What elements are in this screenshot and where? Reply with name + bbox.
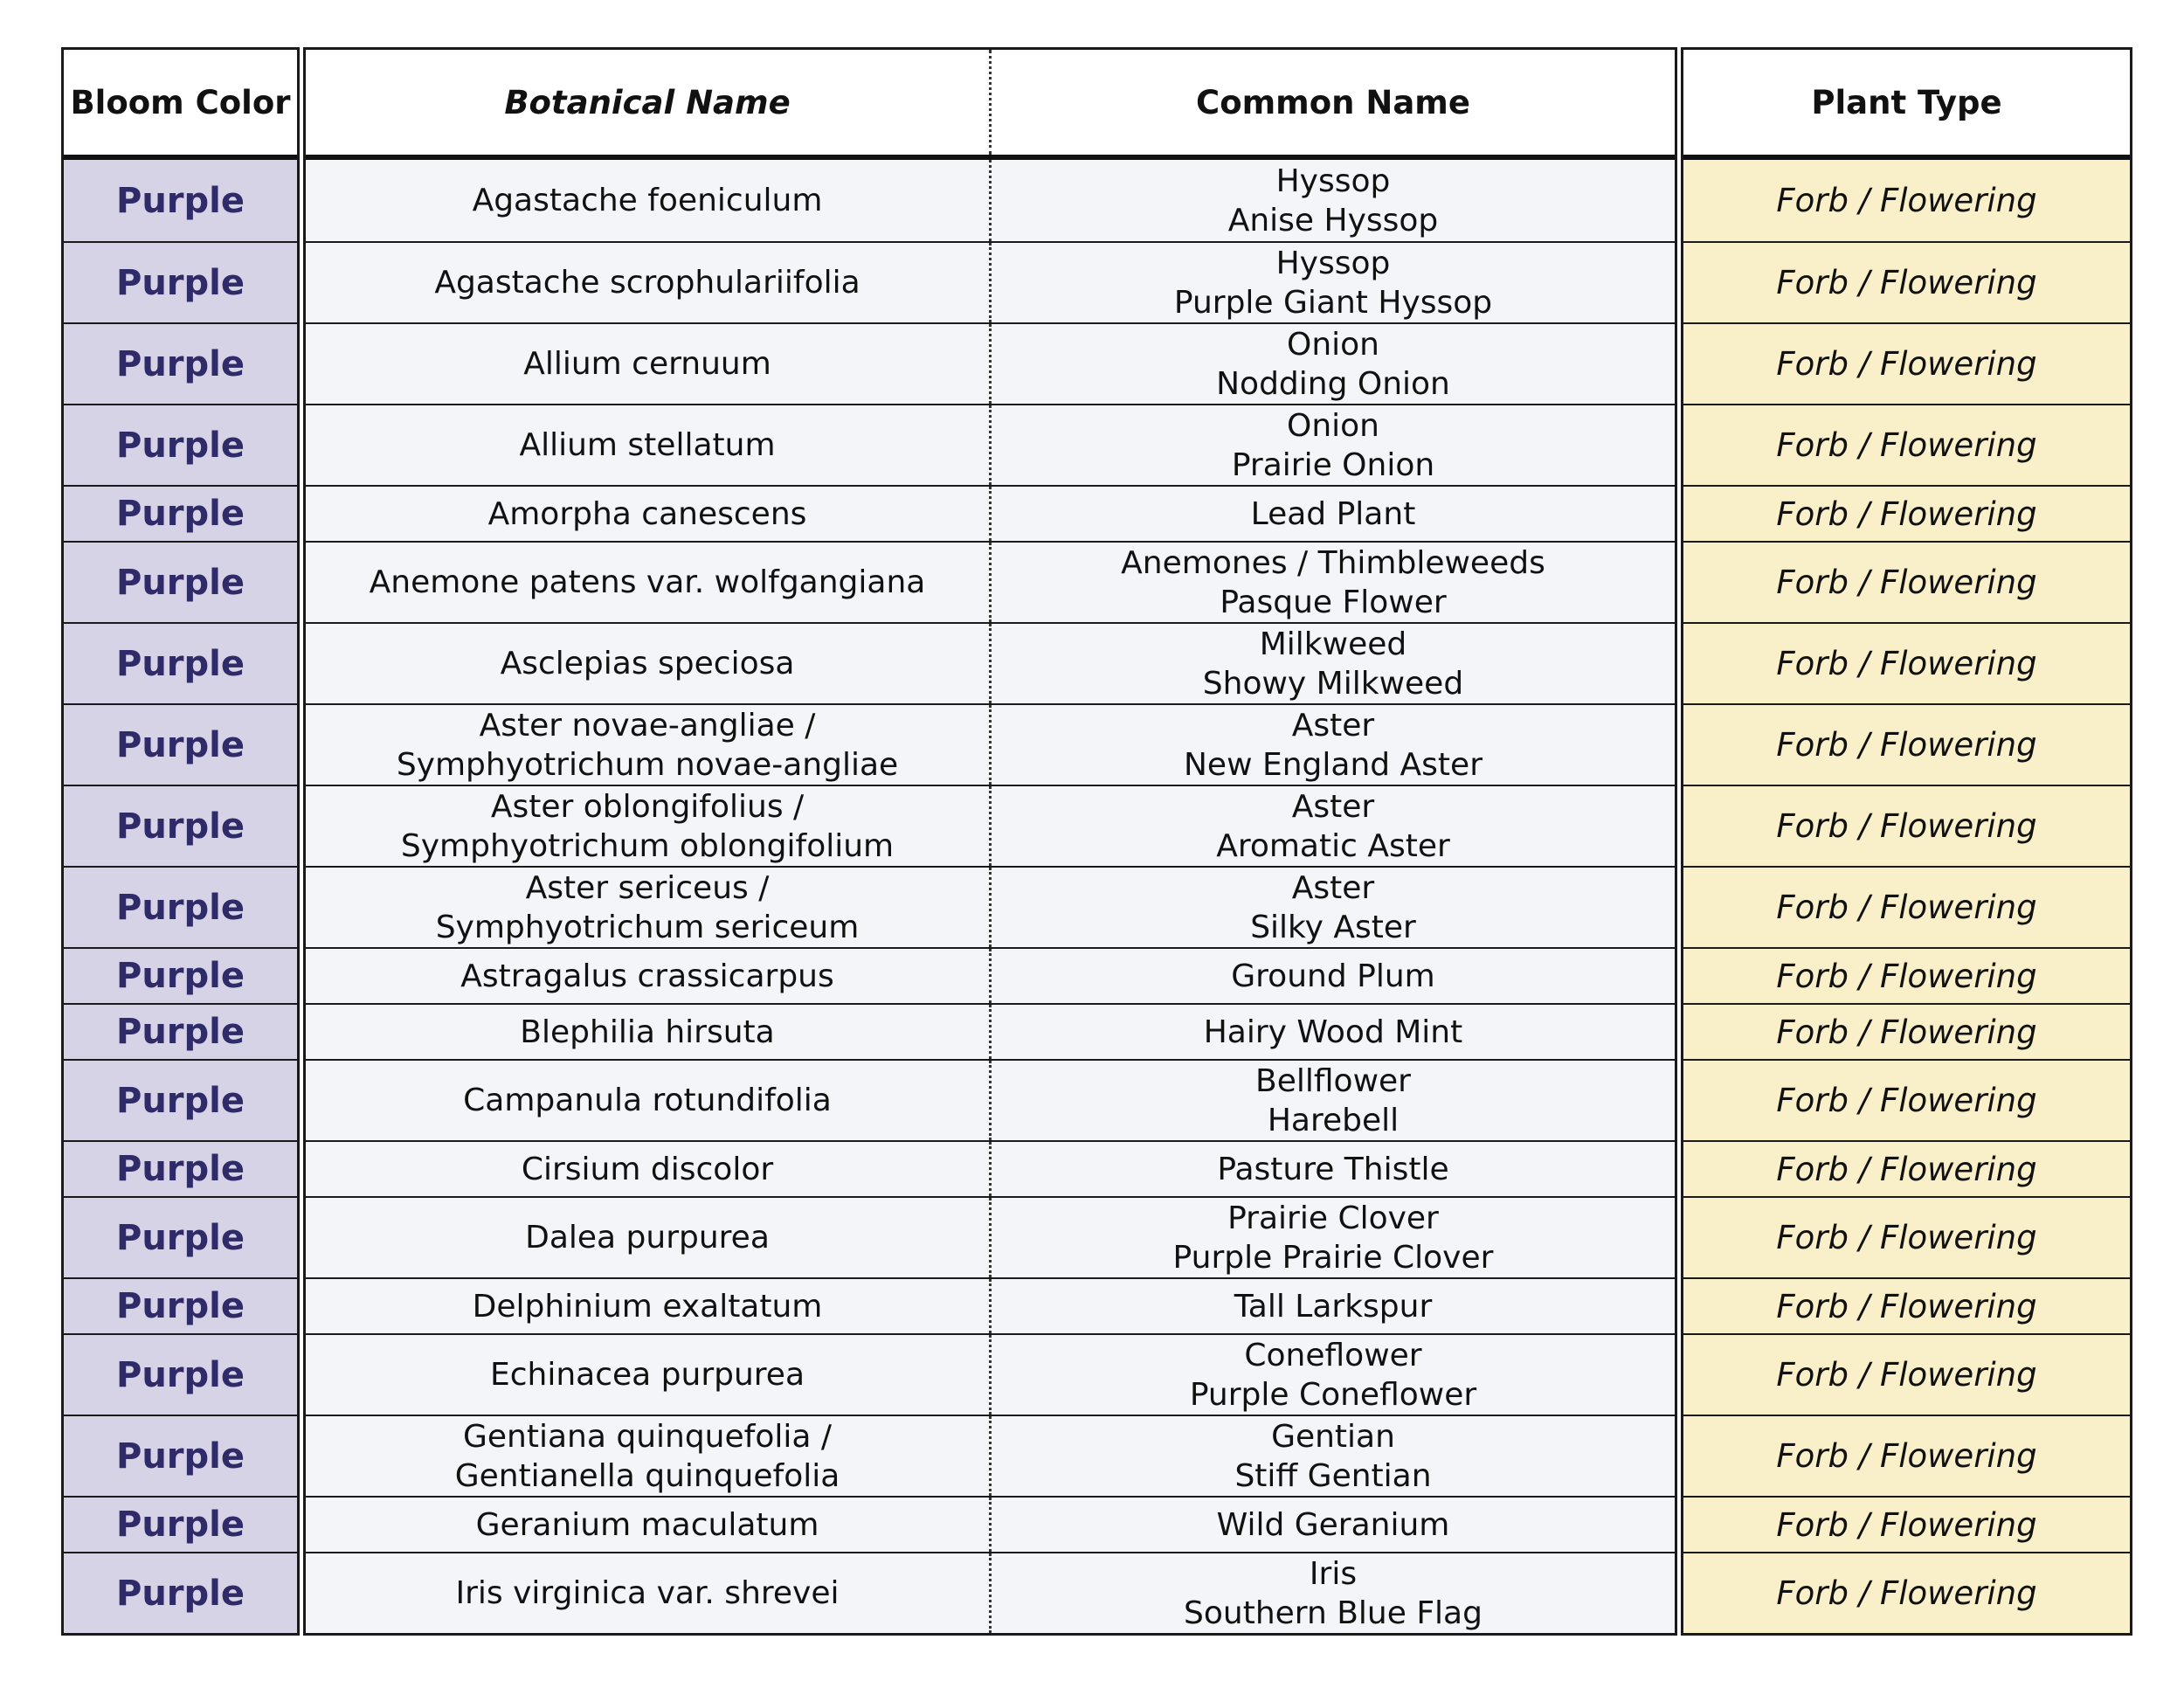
- common-name-line: Bellflower: [1255, 1062, 1411, 1099]
- common-name-line: Pasture Thistle: [1217, 1151, 1449, 1187]
- plant-type-cell: Forb / Flowering: [1683, 1552, 2130, 1633]
- table-row: [306, 1003, 1675, 1059]
- plant-type-column: [1681, 47, 2132, 1636]
- common-name-cell: [992, 868, 1675, 947]
- bloom-color-column: [61, 47, 300, 1636]
- plant-type-cell: Forb / Flowering: [1683, 541, 2130, 622]
- botanical-name-line: Anemone patens var. wolfgangiana: [369, 564, 926, 600]
- botanical-name-line: Symphyotrichum oblongifolium: [400, 827, 895, 864]
- bloom-color-cell: Purple: [64, 785, 297, 866]
- botanical-name-header: Botanical Name: [306, 50, 992, 155]
- common-name-line: Pasque Flower: [1220, 584, 1447, 620]
- common-name-line: Ground Plum: [1231, 958, 1435, 994]
- botanical-name-line: Delphinium exaltatum: [472, 1288, 823, 1325]
- common-name-cell: [992, 1279, 1675, 1333]
- botanical-name-line: Allium stellatum: [519, 427, 776, 463]
- common-name-line: Aster: [1291, 869, 1375, 906]
- common-name-line: Milkweed: [1259, 626, 1407, 662]
- table-row: [306, 622, 1675, 703]
- table-row: [306, 160, 1675, 241]
- botanical-name-line: Aster sericeus /: [525, 869, 770, 906]
- bloom-color-cell: Purple: [64, 1496, 297, 1552]
- common-name-line: Harebell: [1267, 1102, 1400, 1138]
- botanical-name-cell: [306, 1498, 992, 1552]
- common-name-cell: [992, 1198, 1675, 1277]
- common-name-line: Hairy Wood Mint: [1203, 1013, 1463, 1050]
- botanical-name-line: Gentiana quinquefolia /: [462, 1418, 832, 1455]
- common-name-header: Common Name: [1196, 83, 1470, 121]
- botanical-name-line: Symphyotrichum novae-angliae: [396, 746, 899, 783]
- names-header-row: [306, 50, 1675, 160]
- common-name-line: Tall Larkspur: [1234, 1288, 1433, 1325]
- table-row: [306, 1496, 1675, 1552]
- common-name-line: Nodding Onion: [1216, 365, 1450, 402]
- botanical-name-line: Asclepias speciosa: [500, 646, 795, 681]
- botanical-name-cell: [306, 1553, 992, 1633]
- botanical-name-line: Geranium maculatum: [475, 1506, 819, 1543]
- botanical-name-cell: [306, 1005, 992, 1059]
- table-row: [306, 541, 1675, 622]
- botanical-name-line: Astragalus crassicarpus: [460, 958, 834, 994]
- botanical-name-cell: [306, 1198, 992, 1277]
- botanical-name-cell: [306, 1416, 992, 1496]
- botanical-name-cell: [306, 405, 992, 485]
- bloom-color-cell: Purple: [64, 485, 297, 541]
- plant-type-cell: Forb / Flowering: [1683, 947, 2130, 1003]
- common-name-cell: [992, 624, 1675, 703]
- table-row: [306, 785, 1675, 866]
- common-name-line: Anemones / Thimbleweeds: [1121, 544, 1545, 581]
- plant-type-cell: Forb / Flowering: [1683, 1003, 2130, 1059]
- table-row: [306, 322, 1675, 404]
- table-row: [306, 1415, 1675, 1496]
- common-name-line: Aromatic Aster: [1216, 827, 1450, 864]
- common-name-line: Purple Coneflower: [1189, 1376, 1477, 1413]
- botanical-name-cell: [306, 543, 992, 622]
- bloom-color-cell: Purple: [64, 322, 297, 404]
- plant-type-cell: Forb / Flowering: [1683, 1140, 2130, 1196]
- botanical-name-cell: [306, 949, 992, 1003]
- bloom-color-cell: Purple: [64, 1140, 297, 1196]
- common-name-cell: [992, 705, 1675, 785]
- botanical-name-line: Echinacea purpurea: [489, 1357, 805, 1393]
- bloom-color-cell: Purple: [64, 1059, 297, 1140]
- common-name-cell: [992, 1498, 1675, 1552]
- botanical-name-cell: [306, 1061, 992, 1140]
- names-table: [303, 47, 1677, 1636]
- plant-type-cell: Forb / Flowering: [1683, 866, 2130, 947]
- table-row: [306, 404, 1675, 485]
- common-name-cell: [992, 487, 1675, 541]
- table-row: [306, 1552, 1675, 1633]
- table-row: [306, 947, 1675, 1003]
- plant-type-cell: Forb / Flowering: [1683, 1333, 2130, 1415]
- botanical-name-cell: [306, 786, 992, 866]
- botanical-name-line: Aster oblongifolius /: [490, 788, 805, 825]
- table-row: [306, 1140, 1675, 1196]
- common-name-line: Southern Blue Flag: [1184, 1595, 1482, 1631]
- botanical-name-cell: [306, 1142, 992, 1196]
- common-name-line: Gentian: [1271, 1418, 1395, 1455]
- common-name-cell: [992, 405, 1675, 485]
- plant-type-header: Plant Type: [1683, 50, 2130, 160]
- common-name-line: Stiff Gentian: [1234, 1457, 1432, 1494]
- table-row: [306, 485, 1675, 541]
- botanical-name-cell: [306, 243, 992, 322]
- bloom-color-cell: Purple: [64, 1552, 297, 1633]
- bloom-color-cell: Purple: [64, 1003, 297, 1059]
- common-name-cell: [992, 1005, 1675, 1059]
- common-name-line: Silky Aster: [1250, 909, 1416, 945]
- bloom-color-cell: Purple: [64, 1333, 297, 1415]
- bloom-color-cell: Purple: [64, 404, 297, 485]
- common-name-cell: [992, 1553, 1675, 1633]
- botanical-name-cell: [306, 160, 992, 241]
- bloom-color-cell: Purple: [64, 947, 297, 1003]
- bloom-color-cell: Purple: [64, 703, 297, 785]
- table-row: [306, 1333, 1675, 1415]
- common-name-line: Hyssop: [1275, 163, 1391, 199]
- botanical-name-cell: [306, 487, 992, 541]
- plant-type-cell: Forb / Flowering: [1683, 622, 2130, 703]
- table-row: [306, 866, 1675, 947]
- botanical-name-line: Blephilia hirsuta: [520, 1013, 775, 1050]
- bloom-color-cell: Purple: [64, 866, 297, 947]
- plant-type-cell: Forb / Flowering: [1683, 160, 2130, 241]
- table-row: [306, 703, 1675, 785]
- common-name-line: Hyssop: [1275, 245, 1391, 281]
- common-name-line: Onion: [1287, 407, 1379, 444]
- botanical-name-line: Campanula rotundifolia: [463, 1083, 832, 1118]
- common-name-line: Lead Plant: [1250, 495, 1416, 532]
- botanical-name-line: Agastache scrophulariifolia: [434, 265, 860, 301]
- table-row: [306, 1277, 1675, 1333]
- bloom-color-cell: Purple: [64, 622, 297, 703]
- botanical-name-line: Iris virginica var. shrevei: [455, 1575, 840, 1611]
- common-name-line: Onion: [1287, 326, 1379, 363]
- botanical-name-line: Agastache foeniculum: [472, 183, 823, 218]
- common-name-line: Prairie Clover: [1227, 1200, 1439, 1236]
- common-name-cell: [992, 160, 1675, 241]
- plant-type-cell: Forb / Flowering: [1683, 1496, 2130, 1552]
- common-name-line: Aster: [1291, 707, 1375, 744]
- table-row: [306, 241, 1675, 322]
- plant-type-cell: Forb / Flowering: [1683, 1196, 2130, 1277]
- common-name-cell: [992, 949, 1675, 1003]
- botanical-name-line: Amorpha canescens: [487, 495, 807, 532]
- common-name-line: Anise Hyssop: [1227, 202, 1439, 239]
- common-name-line: Wild Geranium: [1216, 1506, 1450, 1543]
- botanical-name-line: Cirsium discolor: [521, 1151, 774, 1187]
- table-row: [306, 1196, 1675, 1277]
- common-name-line: Aster: [1291, 788, 1375, 825]
- common-name-line: Purple Giant Hyssop: [1173, 284, 1493, 321]
- bloom-color-cell: Purple: [64, 1415, 297, 1496]
- bloom-color-cell: Purple: [64, 1196, 297, 1277]
- bloom-color-cell: Purple: [64, 160, 297, 241]
- common-name-line: Coneflower: [1244, 1337, 1422, 1373]
- plant-type-cell: Forb / Flowering: [1683, 1415, 2130, 1496]
- botanical-name-cell: [306, 1335, 992, 1415]
- botanical-name-cell: [306, 868, 992, 947]
- bloom-color-cell: Purple: [64, 541, 297, 622]
- common-name-cell: [992, 1416, 1675, 1496]
- common-name-cell: [992, 1061, 1675, 1140]
- common-name-cell: [992, 324, 1675, 404]
- table-row: [306, 1059, 1675, 1140]
- common-name-line: Purple Prairie Clover: [1172, 1239, 1494, 1276]
- plant-type-cell: Forb / Flowering: [1683, 241, 2130, 322]
- common-name-line: New England Aster: [1184, 746, 1482, 783]
- plant-type-cell: Forb / Flowering: [1683, 404, 2130, 485]
- common-name-line: Showy Milkweed: [1202, 665, 1464, 702]
- bloom-color-cell: Purple: [64, 1277, 297, 1333]
- botanical-name-cell: [306, 624, 992, 703]
- bloom-color-header: Bloom Color: [64, 50, 297, 160]
- common-name-cell: [992, 786, 1675, 866]
- common-name-line: Iris: [1309, 1555, 1358, 1592]
- botanical-name-cell: [306, 324, 992, 404]
- common-name-line: Prairie Onion: [1231, 446, 1435, 483]
- botanical-name-line: Symphyotrichum sericeum: [435, 909, 860, 945]
- plant-type-cell: Forb / Flowering: [1683, 703, 2130, 785]
- botanical-name-cell: [306, 1279, 992, 1333]
- botanical-name-line: Dalea purpurea: [525, 1220, 770, 1256]
- plant-type-cell: Forb / Flowering: [1683, 785, 2130, 866]
- botanical-name-line: Aster novae-angliae /: [479, 707, 816, 744]
- plant-type-cell: Forb / Flowering: [1683, 1277, 2130, 1333]
- plant-type-cell: Forb / Flowering: [1683, 1059, 2130, 1140]
- botanical-name-cell: [306, 705, 992, 785]
- plant-type-cell: Forb / Flowering: [1683, 485, 2130, 541]
- common-name-cell: [992, 1142, 1675, 1196]
- bloom-color-cell: Purple: [64, 241, 297, 322]
- common-name-cell: [992, 243, 1675, 322]
- plant-type-cell: Forb / Flowering: [1683, 322, 2130, 404]
- common-name-cell: [992, 1335, 1675, 1415]
- common-name-cell: [992, 543, 1675, 622]
- botanical-name-line: Gentianella quinquefolia: [454, 1457, 840, 1494]
- botanical-name-line: Allium cernuum: [523, 346, 771, 382]
